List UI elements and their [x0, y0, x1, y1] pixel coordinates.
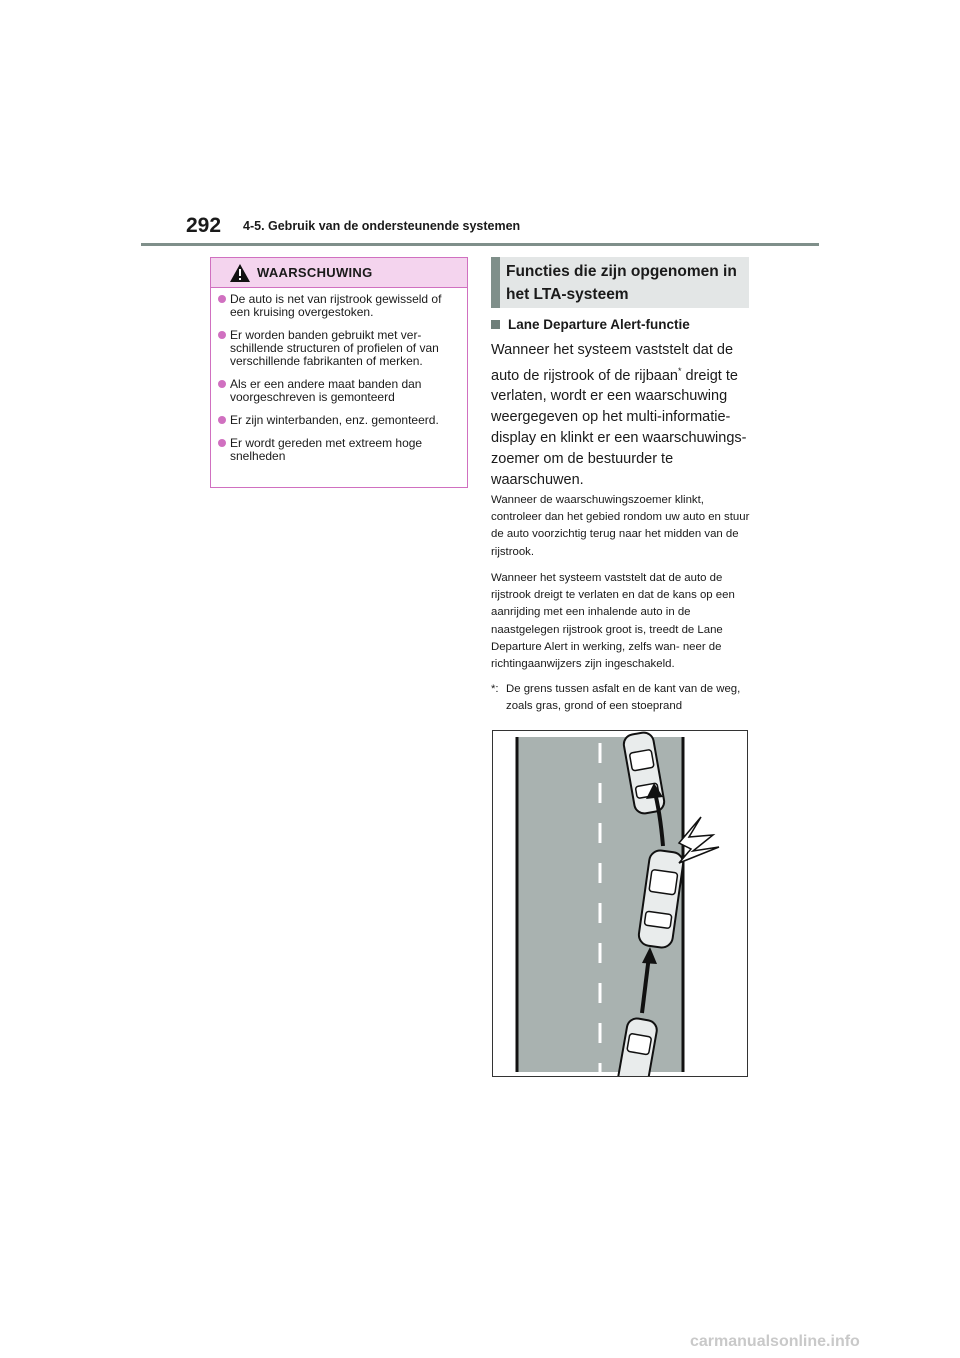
footnote-marker: *:: [491, 683, 499, 695]
bullet-dot: [218, 295, 226, 303]
warning-item-text: Er worden banden gebruikt met ver- schillende structuren of profielen of van verschillende fabrikanten of merken.: [230, 328, 439, 368]
lda-intro: [491, 340, 753, 490]
warning-item: [218, 414, 459, 427]
lda-paragraph-2: Wanneer het systeem vaststelt dat de auto de rijstrook dreigt te verlaten en dat de kans op een aanrijding met een inhalende auto in de naastgelegen rijstrook groot is, treedt de Lane Departure Alert in werking, zelfs wan- neer de richtingaanwijzers zijn ingeschakeld.: [491, 572, 735, 671]
warning-list: [211, 288, 467, 463]
lda-heading-text: Lane Departure Alert-functie: [508, 317, 690, 332]
warning-item-text: De auto is net van rijstrook gewisseld of een kruising overgestoken.: [230, 292, 442, 319]
lda-paragraph-1: Wanneer de waarschuwingszoemer klinkt, controleer dan het gebied rondom uw auto en stuur de auto voorzichtig terug naar het midden van de rijstrook.: [491, 494, 750, 558]
warning-item-text: Er wordt gereden met extreem hoge snelheden: [230, 436, 423, 463]
bullet-dot: [218, 439, 226, 447]
warning-triangle-icon: [229, 263, 251, 283]
warning-item-text: Als er een andere maat banden dan voorgeschreven is gemonteerd: [230, 377, 422, 404]
footnote-text: De grens tussen asfalt en de kant van de weg, zoals gras, grond of een stoeprand: [506, 683, 741, 713]
warning-item: [218, 437, 459, 463]
feature-box: [491, 257, 749, 308]
header-rule: [141, 243, 819, 246]
warning-item: [218, 293, 459, 319]
watermark: carmanualsonline.info: [690, 1333, 860, 1350]
bullet-dot: [218, 380, 226, 388]
lda-intro-before: Wanneer het systeem vaststelt dat de auto de rijstrook of de rijbaan: [491, 342, 734, 384]
warning-title: WAARSCHUWING: [257, 265, 373, 280]
page-number: 292: [186, 214, 222, 237]
footnote-ref: *: [678, 365, 682, 376]
bullet-dot: [218, 331, 226, 339]
feature-title: Functies die zijn opgenomen in het LTA-systeem: [506, 263, 737, 303]
lightning-alert-icon: [679, 817, 719, 863]
warning-box: [210, 257, 468, 488]
square-bullet-icon: [491, 320, 500, 329]
bullet-dot: [218, 416, 226, 424]
warning-item: [218, 329, 459, 368]
warning-item: [218, 378, 459, 404]
lane-departure-diagram: [493, 731, 748, 1077]
warning-item-text: Er zijn winterbanden, enz. gemonteerd.: [230, 413, 439, 427]
section-header: 4-5. Gebruik van de ondersteunende systemen: [243, 219, 521, 233]
lda-intro-after: dreigt te verlaten, wordt er een waarschuwing weergegeven op het multi-informatie- display en klinkt er een waarschuwings- zoemer om de bestuurder te waarschuwen.: [491, 367, 747, 488]
footnote: [491, 681, 753, 715]
warning-title-bar: [211, 258, 467, 288]
lane-departure-illustration: [492, 730, 748, 1077]
lda-heading: [491, 317, 690, 332]
